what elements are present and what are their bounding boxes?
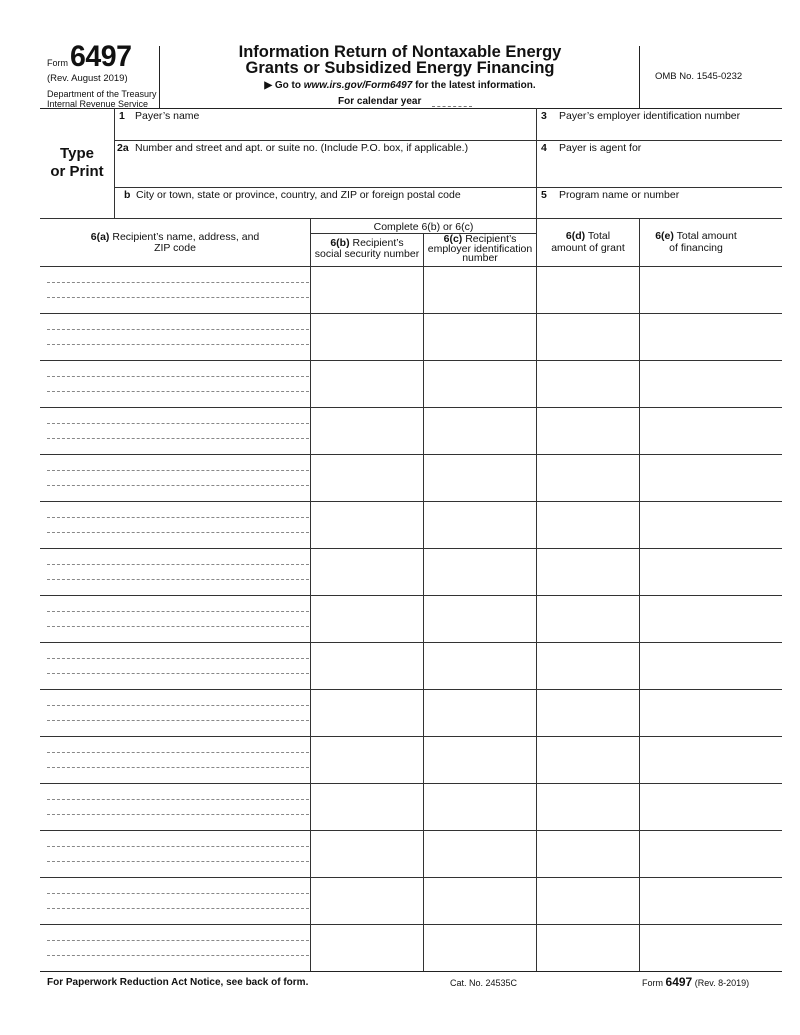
writing-line bbox=[47, 626, 309, 627]
recipient-ssn-input[interactable] bbox=[311, 314, 423, 359]
recipient-financing-input[interactable] bbox=[640, 690, 782, 735]
form-prefix: Form bbox=[47, 58, 68, 68]
recipient-name-address-input[interactable] bbox=[47, 408, 309, 453]
recipient-ssn-input[interactable] bbox=[311, 925, 423, 970]
payer-ein-field[interactable]: 3 Payer’s employer identification number bbox=[541, 110, 741, 122]
recipient-grant-input[interactable] bbox=[537, 737, 639, 782]
recipient-ssn-input[interactable] bbox=[311, 596, 423, 641]
writing-line bbox=[47, 391, 309, 392]
program-label: Program name or number bbox=[559, 189, 680, 201]
col-6a-header: 6(a) Recipient’s name, address, and ZIP code bbox=[90, 231, 260, 254]
col-6c-header: 6(c) Recipient’s employer identification number bbox=[427, 233, 533, 264]
recipient-financing-input[interactable] bbox=[640, 267, 782, 312]
recipient-ssn-input[interactable] bbox=[311, 643, 423, 688]
recipient-ein-input[interactable] bbox=[424, 784, 536, 829]
recipient-ein-input[interactable] bbox=[424, 549, 536, 594]
recipient-ein-input[interactable] bbox=[424, 925, 536, 970]
payer-city-label: City or town, state or province, country, and ZIP or foreign postal code bbox=[136, 189, 461, 201]
form-title bbox=[162, 44, 638, 76]
col-6d-header: 6(d) Total amount of grant bbox=[551, 230, 625, 254]
recipient-grant-input[interactable] bbox=[537, 878, 639, 923]
payer-name-field[interactable]: 1 Payer’s name bbox=[119, 110, 200, 122]
recipient-ssn-input[interactable] bbox=[311, 408, 423, 453]
recipient-name-address-input[interactable] bbox=[47, 878, 309, 923]
header-divider-right bbox=[639, 46, 640, 108]
recipient-name-address-input[interactable] bbox=[47, 502, 309, 547]
calendar-year-label: For calendar year bbox=[338, 96, 422, 107]
writing-line bbox=[47, 658, 309, 659]
recipient-name-address-input[interactable] bbox=[47, 690, 309, 735]
recipient-name-address-input[interactable] bbox=[47, 925, 309, 970]
type-or-print-label: Type or Print bbox=[50, 145, 104, 180]
recipient-ein-input[interactable] bbox=[424, 361, 536, 406]
writing-line bbox=[47, 517, 309, 518]
recipient-grant-input[interactable] bbox=[537, 549, 639, 594]
department: Department of the Treasury bbox=[47, 89, 157, 99]
writing-line bbox=[47, 611, 309, 612]
writing-line bbox=[47, 282, 309, 283]
recipient-ein-input[interactable] bbox=[424, 596, 536, 641]
recipient-name-address-input[interactable] bbox=[47, 549, 309, 594]
recipient-name-address-input[interactable] bbox=[47, 361, 309, 406]
recipient-ein-input[interactable] bbox=[424, 408, 536, 453]
recipient-ssn-input[interactable] bbox=[311, 690, 423, 735]
writing-line bbox=[47, 564, 309, 565]
recipient-grant-input[interactable] bbox=[537, 267, 639, 312]
recipient-ein-input[interactable] bbox=[424, 502, 536, 547]
writing-line bbox=[47, 673, 309, 674]
recipient-ssn-input[interactable] bbox=[311, 878, 423, 923]
col-6e-header: 6(e) Total amount of financing bbox=[655, 230, 737, 254]
recipient-ssn-input[interactable] bbox=[311, 502, 423, 547]
recipient-name-address-input[interactable] bbox=[47, 455, 309, 500]
paperwork-notice: For Paperwork Reduction Act Notice, see back of form. bbox=[47, 977, 309, 988]
recipient-financing-input[interactable] bbox=[640, 361, 782, 406]
writing-line bbox=[47, 705, 309, 706]
recipient-ssn-input[interactable] bbox=[311, 549, 423, 594]
form-number: 6497 bbox=[70, 40, 132, 73]
writing-line bbox=[47, 485, 309, 486]
complete-group-header: Complete 6(b) or 6(c) bbox=[373, 221, 474, 233]
title-line2: Grants or Subsidized Energy Financing bbox=[245, 59, 555, 77]
recipient-financing-input[interactable] bbox=[640, 784, 782, 829]
recipient-ein-input[interactable] bbox=[424, 267, 536, 312]
payer-ein-label: Payer’s employer identification number bbox=[559, 110, 741, 122]
payer-agent-field[interactable]: 4 Payer is agent for bbox=[541, 142, 642, 154]
recipient-ein-input[interactable] bbox=[424, 455, 536, 500]
calendar-year-input[interactable] bbox=[432, 106, 472, 107]
writing-line bbox=[47, 532, 309, 533]
writing-line bbox=[47, 720, 309, 721]
writing-line bbox=[47, 861, 309, 862]
recipient-grant-input[interactable] bbox=[537, 502, 639, 547]
recipient-grant-input[interactable] bbox=[537, 361, 639, 406]
writing-line bbox=[47, 955, 309, 956]
header-divider-left bbox=[159, 46, 160, 108]
col-6b-header: 6(b) Recipient’s social security number bbox=[314, 237, 420, 260]
recipient-ein-input[interactable] bbox=[424, 831, 536, 876]
recipient-ssn-input[interactable] bbox=[311, 267, 423, 312]
recipient-ein-input[interactable] bbox=[424, 314, 536, 359]
recipient-grant-input[interactable] bbox=[537, 925, 639, 970]
recipient-grant-input[interactable] bbox=[537, 596, 639, 641]
recipient-financing-input[interactable] bbox=[640, 408, 782, 453]
recipient-grant-input[interactable] bbox=[537, 690, 639, 735]
recipient-ein-input[interactable] bbox=[424, 878, 536, 923]
recipient-grant-input[interactable] bbox=[537, 408, 639, 453]
irs-link[interactable]: www.irs.gov/Form6497 bbox=[303, 80, 413, 91]
recipient-name-address-input[interactable] bbox=[47, 831, 309, 876]
recipient-financing-input[interactable] bbox=[640, 314, 782, 359]
recipient-name-address-input[interactable] bbox=[47, 314, 309, 359]
recipient-financing-input[interactable] bbox=[640, 925, 782, 970]
recipient-grant-input[interactable] bbox=[537, 643, 639, 688]
payer-bottom-rule bbox=[40, 218, 782, 219]
writing-line bbox=[47, 814, 309, 815]
agency-block bbox=[47, 89, 157, 109]
program-field[interactable]: 5 Program name or number bbox=[541, 189, 680, 201]
recipient-financing-input[interactable] bbox=[640, 737, 782, 782]
goto-line: ▶ Go to www.irs.gov/Form6497 for the latest information. bbox=[264, 80, 536, 91]
form-revision: (Rev. August 2019) bbox=[47, 73, 128, 84]
recipient-ssn-input[interactable] bbox=[311, 831, 423, 876]
recipient-ssn-input[interactable] bbox=[311, 455, 423, 500]
recipient-grant-input[interactable] bbox=[537, 314, 639, 359]
recipient-ssn-input[interactable] bbox=[311, 361, 423, 406]
recipient-name-address-input[interactable] bbox=[47, 267, 309, 312]
writing-line bbox=[47, 376, 309, 377]
recipient-ssn-input[interactable] bbox=[311, 784, 423, 829]
recipient-financing-input[interactable] bbox=[640, 455, 782, 500]
recipient-name-address-input[interactable] bbox=[47, 737, 309, 782]
arrow-icon: ▶ bbox=[264, 80, 273, 91]
writing-line bbox=[47, 908, 309, 909]
recipient-name-address-input[interactable] bbox=[47, 784, 309, 829]
writing-line bbox=[47, 846, 309, 847]
footer-form-id: Form 6497 (Rev. 8-2019) bbox=[642, 975, 750, 989]
writing-line bbox=[47, 940, 309, 941]
recipient-ssn-input[interactable] bbox=[311, 737, 423, 782]
payer-street-label: Number and street and apt. or suite no. (Include P.O. box, if applicable.) bbox=[135, 142, 469, 154]
cat-number: Cat. No. 24535C bbox=[450, 978, 518, 988]
recipient-financing-input[interactable] bbox=[640, 502, 782, 547]
recipient-financing-input[interactable] bbox=[640, 643, 782, 688]
writing-line bbox=[47, 470, 309, 471]
writing-line bbox=[47, 297, 309, 298]
writing-line bbox=[47, 893, 309, 894]
recipient-grant-input[interactable] bbox=[537, 455, 639, 500]
writing-line bbox=[47, 752, 309, 753]
recipient-financing-input[interactable] bbox=[640, 878, 782, 923]
recipient-grant-input[interactable] bbox=[537, 831, 639, 876]
payer-street-field[interactable]: 2a Number and street and apt. or suite no. (Include P.O. box, if applicable.) bbox=[117, 142, 469, 154]
writing-line bbox=[47, 438, 309, 439]
table-bottom-rule bbox=[40, 971, 782, 972]
recipient-ein-input[interactable] bbox=[424, 690, 536, 735]
writing-line bbox=[47, 579, 309, 580]
recipient-financing-input[interactable] bbox=[640, 549, 782, 594]
payer-city-field[interactable]: b City or town, state or province, country, and ZIP or foreign postal code bbox=[124, 189, 461, 201]
recipient-financing-input[interactable] bbox=[640, 831, 782, 876]
writing-line bbox=[47, 799, 309, 800]
payer-agent-label: Payer is agent for bbox=[559, 142, 642, 154]
agency: Internal Revenue Service bbox=[47, 99, 149, 109]
recipient-ein-input[interactable] bbox=[424, 643, 536, 688]
omb-number: OMB No. 1545-0232 bbox=[655, 71, 743, 82]
title-line1: Information Return of Nontaxable Energy bbox=[238, 43, 562, 61]
recipient-name-address-input[interactable] bbox=[47, 596, 309, 641]
writing-line bbox=[47, 767, 309, 768]
writing-line bbox=[47, 344, 309, 345]
writing-line bbox=[47, 329, 309, 330]
recipient-financing-input[interactable] bbox=[640, 596, 782, 641]
recipient-grant-input[interactable] bbox=[537, 784, 639, 829]
recipient-ein-input[interactable] bbox=[424, 737, 536, 782]
recipient-name-address-input[interactable] bbox=[47, 643, 309, 688]
payer-name-label: Payer’s name bbox=[135, 110, 200, 122]
writing-line bbox=[47, 423, 309, 424]
